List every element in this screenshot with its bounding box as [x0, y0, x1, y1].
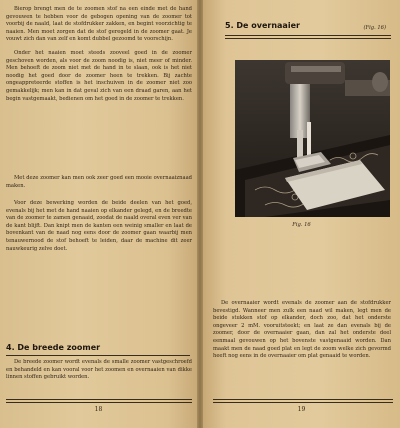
page-number: 19 — [297, 406, 306, 413]
footer-rule-thin — [6, 402, 192, 403]
section-number: 4. — [6, 343, 15, 352]
page-number: 18 — [94, 406, 103, 413]
sewing-machine-illustration — [235, 60, 390, 217]
paragraph-2: Onder het naaien moet steeds zooveel goed in de zoomer geschoven worden, als voor de zoom noodig is, niet meer of minder. Men behoeft de zoom niet met de hand in te slaan, ook is het niet noodig het goed door de zoomer heen te trekken. Bij zachte ongeappreteerde stoffen is het inschuiven in de zoomer niet zoo gemakkelijk; men kan in dat geval zich van een draad garen, aan het begin vastgemaakt, bedienen om het goed in de zoomer te trekken. — [6, 50, 192, 102]
section-5-heading — [225, 21, 300, 30]
paragraph-3: Met deze zoomer kan men ook zeer goed een mooie overnaaiznaad maken. — [6, 175, 192, 189]
footer-rule — [213, 399, 393, 400]
heading-rule — [6, 355, 190, 356]
paragraph-4: Voor deze bewerking worden de beide deelen van het goed, evenals bij het met de hand naaien op elkander gelegd, en de breedte van de zoomer te zamen genaaid, zoodat de naald overal even ver van de kant blijft. Dan knipt men de kanten een weinig smaller en laat de bovenkant van de naad nog eens door de zoomer gaan waarbij men tenauwernood de stof behoeft te leiden, daar de machine dit zeer nauwkeurig zelve doet. — [6, 200, 192, 252]
section-4-heading — [6, 343, 100, 352]
section-title: De overnaaier — [236, 21, 300, 30]
paragraph-1: Bierop brengt men de te zoomen stof na een einde met de hand gevouwen te hebben voor de gebogen opening van de zoomer tot voorbij de naald, laat de stofdrukker zakken, en begint voorzichtig te naaien. Men moet zorgen dat de stof geregeld in de zoomer gaat. Je vouwt zich dan van zelf en komt dubbel gezoomd te voorschijn. — [6, 6, 192, 43]
section-5-paragraph: De overnaaier wordt evenals de zoomer aan de stofdrukker bevestigd. Wanneer men zulk een naad wil maken, legt men de beide stukken stof op elkander, doch zoo, dat het onderste ongeveer 2 mM. vooruitsteekt; en laat ze dan evenals bij de zoomer, door de overnaaier gaan, dan zal het onderste deel eenmaal gevouwen op het bovenste vastgenaaid worden. Dan maakt men de naad goed plat en legt de zoom welke zich gevormd heeft nog eens in de overnaaier om plat genaaid te worden. — [213, 300, 391, 360]
figure-caption: Fig. 16 — [292, 222, 311, 228]
heading-rule-thin — [225, 38, 391, 39]
section-title: De breede zoomer — [17, 343, 101, 352]
figure-reference: (Fig. 16) — [363, 25, 386, 31]
footer-rule-thin — [213, 402, 393, 403]
footer-rule — [6, 399, 192, 400]
left-page — [0, 0, 197, 428]
right-page — [203, 0, 400, 428]
sewing-machine-photo — [235, 60, 390, 217]
section-number: 5. — [225, 21, 234, 30]
section-4-paragraph: De breede zoomer wordt evenals de smalle zoomer vastgeschroefd en behandeld en kan vooral voor het zoomen en overnaaien van dikke linnen stoffen gebruikt worden. — [6, 359, 192, 381]
heading-rule — [225, 35, 391, 36]
